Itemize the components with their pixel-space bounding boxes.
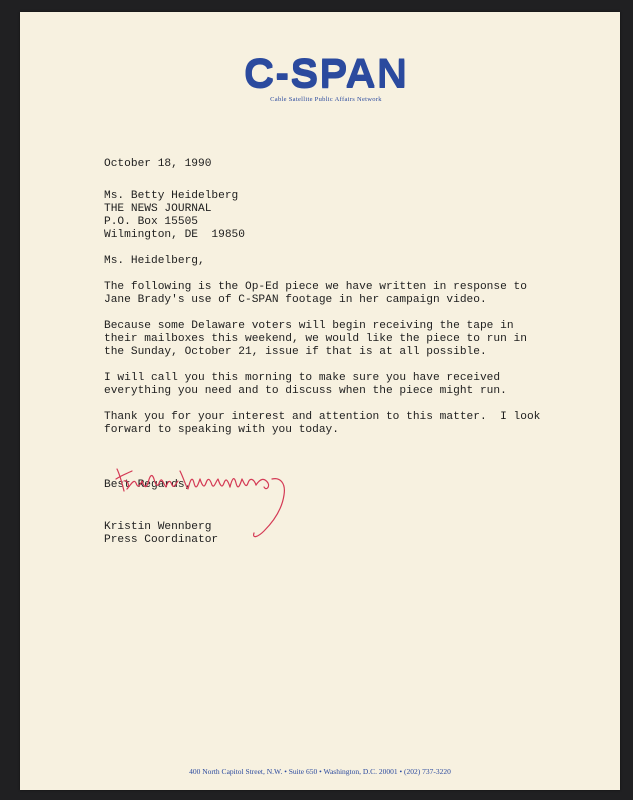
paragraph-line: I will call you this morning to make sure you have received: [104, 372, 501, 384]
cspan-logo: C-SPAN: [243, 52, 409, 96]
paragraph-line: The following is the Op-Ed piece we have written in response to: [104, 281, 527, 293]
paragraph-line: forward to speaking with you today.: [104, 424, 339, 436]
paragraph-line: everything you need and to discuss when the piece might run.: [104, 385, 507, 397]
recipient-line: Wilmington, DE 19850: [104, 229, 245, 241]
paragraph-line: Because some Delaware voters will begin receiving the tape in: [104, 320, 514, 332]
signer-title: Press Coordinator: [104, 534, 219, 546]
letter-date: October 18, 1990: [104, 158, 212, 170]
letter-page: [20, 12, 620, 790]
handwritten-signature: [114, 465, 294, 545]
paragraph: [104, 372, 604, 398]
recipient-line: Ms. Betty Heidelberg: [104, 190, 239, 202]
paragraph-line: Jane Brady's use of C-SPAN footage in her campaign video.: [104, 294, 487, 306]
letterhead-footer-address: 400 North Capitol Street, N.W. • Suite 650 • Washington, D.C. 20001 • (202) 737-3220: [189, 767, 451, 776]
recipient-line: THE NEWS JOURNAL: [104, 203, 212, 215]
paragraph: [104, 320, 604, 359]
paragraph-line: Thank you for your interest and attention to this matter. I look: [104, 411, 541, 423]
paragraph-line: their mailboxes this weekend, we would like the piece to run in: [104, 333, 527, 345]
paragraph: [104, 411, 604, 437]
closing: Best Regards,: [104, 479, 192, 491]
cspan-letterhead: [243, 52, 409, 103]
signer-name: Kristin Wennberg: [104, 521, 212, 533]
recipient-address: [104, 190, 604, 242]
letterhead-subtitle: Cable Satellite Public Affairs Network: [270, 96, 382, 103]
salutation: Ms. Heidelberg,: [104, 255, 205, 267]
paragraph: [104, 281, 604, 307]
recipient-line: P.O. Box 15505: [104, 216, 198, 228]
paragraph-line: the Sunday, October 21, issue if that is at all possible.: [104, 346, 487, 358]
